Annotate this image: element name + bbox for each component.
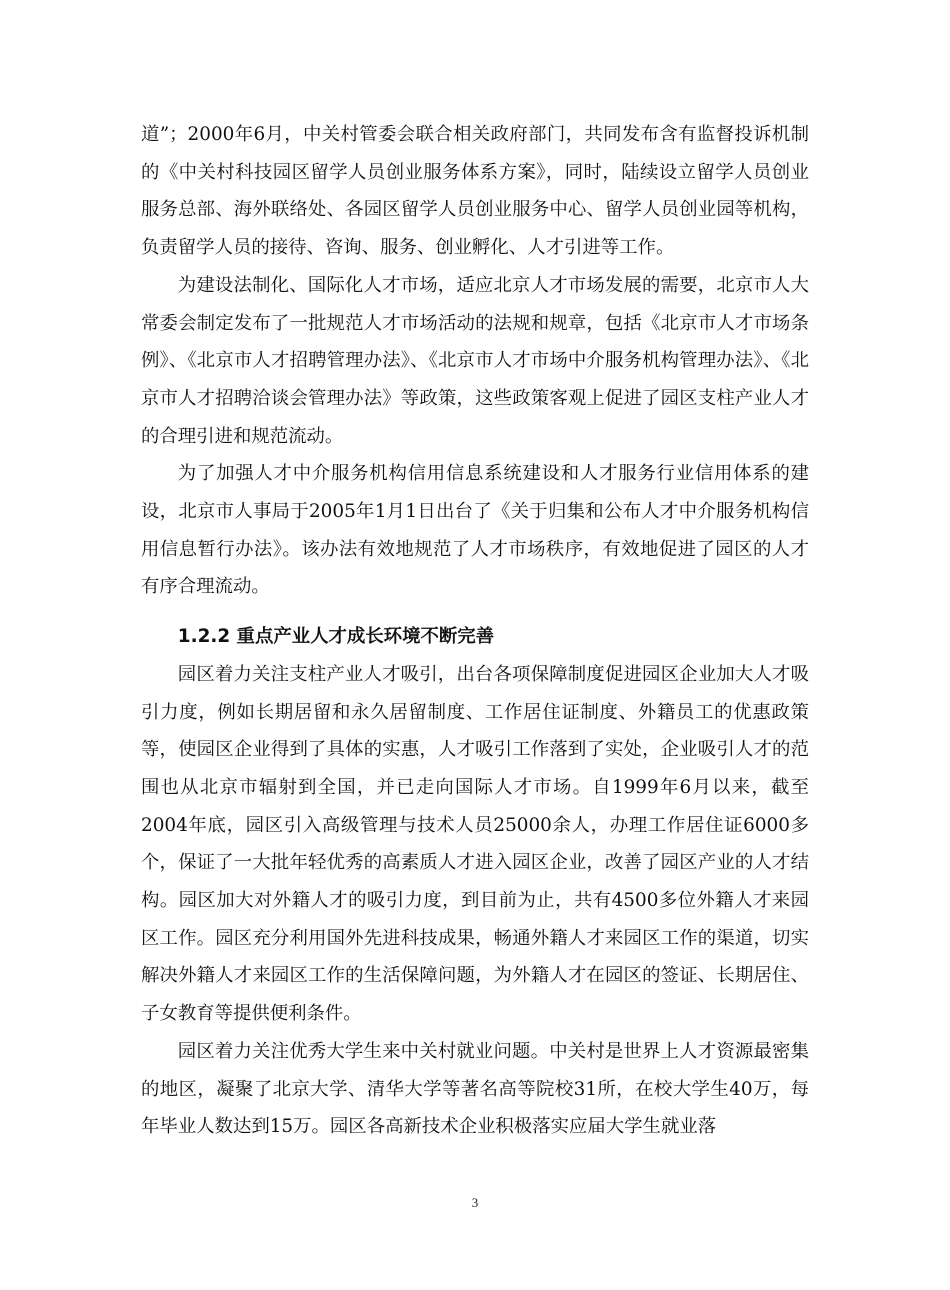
paragraph-continuation: 道”；2000年6月，中关村管委会联合相关政府部门，共同发布含有监督投诉机制的《中关村科技园区留学人员创业服务体系方案》，同时，陆续设立留学人员创业服务总部、海外联络处、各园区留学人员创业服务中心、留学人员创业园等机构，负责留学人员的接待、咨询、服务、创业孵化、人才引进等工作。 [141,124,809,259]
section-heading: 1.2.2 重点产业人才成长环境不断完善 [177,626,495,648]
document-body [141,116,809,1146]
paragraph-talent-attraction: 园区着力关注支柱产业人才吸引，出台各项保障制度促进园区企业加大人才吸引力度，例如长期居留和永久居留制度、工作居住证制度、外籍员工的优惠政策等，使园区企业得到了具体的实惠，人才吸引工作落到了实处，企业吸引人才的范围也从北京市辐射到全国，并已走向国际人才市场。自1999年6月以来，截至2004年底，园区引入高级管理与技术人员25000余人，办理工作居住证6000多个，保证了一大批年轻优秀的高素质人才进入园区企业，改善了园区产业的人才结构。园区加大对外籍人才的吸引力度，到目前为止，共有4500多位外籍人才来园区工作。园区充分利用国外先进科技成果，畅通外籍人才来园区工作的渠道，切实解决外籍人才来园区工作的生活保障问题，为外籍人才在园区的签证、长期居住、子女教育等提供便利条件。 [141,663,809,1025]
paragraph-credit-system: 为了加强人才中介服务机构信用信息系统建设和人才服务行业信用体系的建设，北京市人事局于2005年1月1日出台了《关于归集和公布人才中介服务机构信用信息暂行办法》。该办法有效地规范了人才市场秩序，有效地促进了园区的人才有序合理流动。 [141,463,809,598]
paragraph-talent-market-regulations: 为建设法制化、国际化人才市场，适应北京人才市场发展的需要，北京市人大常委会制定发布了一批规范人才市场活动的法规和规章，包括《北京市人才市场条例》、《北京市人才招聘管理办法》、《北京市人才市场中介服务机构管理办法》、《北京市人才招聘洽谈会管理办法》等政策，这些政策客观上促进了园区支柱产业人才的合理引进和规范流动。 [141,274,809,447]
page-number: 3 [471,1195,479,1210]
paragraph-graduate-employment: 园区着力关注优秀大学生来中关村就业问题。中关村是世界上人才资源最密集的地区，凝聚了北京大学、清华大学等著名高等院校31所，在校大学生40万，每年毕业人数达到15万。园区各高新技术企业积极落实应届大学生就业落 [141,1040,809,1138]
